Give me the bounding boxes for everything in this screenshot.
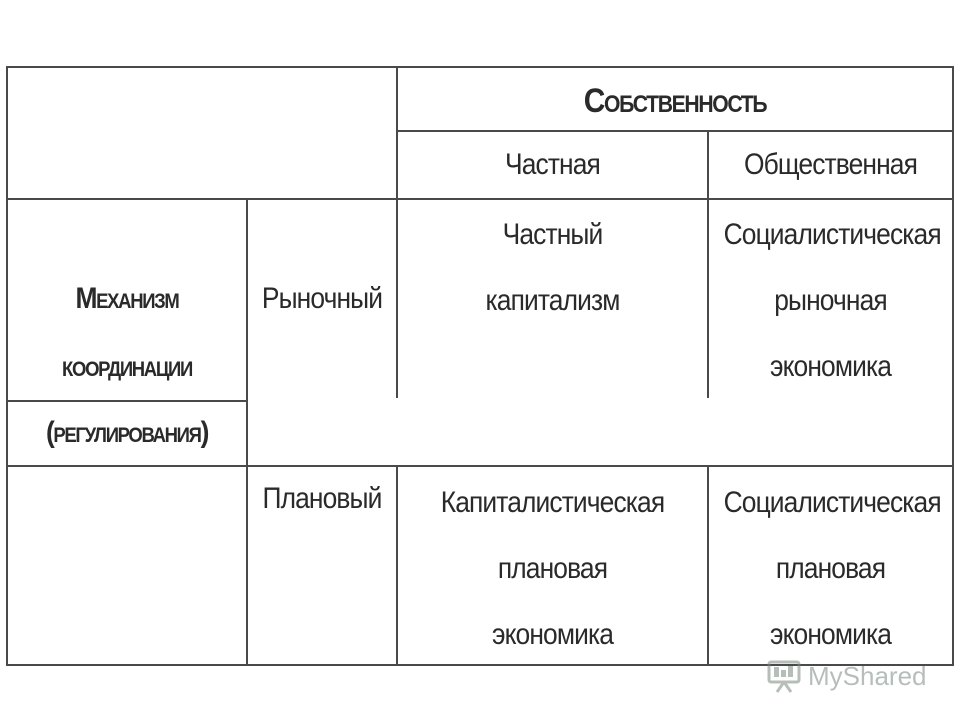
- row-group-label-line1: Механизм: [75, 282, 179, 315]
- market-cell-divider-2: [707, 198, 709, 398]
- planned-cell-divider-2: [707, 465, 709, 666]
- watermark: [766, 656, 927, 696]
- label-box-top-line: [6, 400, 248, 402]
- presentation-board-icon: [766, 658, 802, 694]
- header-left-divider: [396, 66, 398, 200]
- planned-label-divider: [246, 465, 248, 666]
- planned-cell-divider-1: [396, 465, 398, 666]
- market-cell-divider-1: [396, 198, 398, 398]
- header-bottom-line: [6, 198, 954, 200]
- row-label-market: Рыночный: [261, 282, 383, 315]
- cell-planned-private: Капиталистическая плановая экономика: [440, 486, 665, 651]
- row-label-planned: Плановый: [262, 482, 382, 515]
- column-header-private: Частная: [505, 148, 600, 181]
- row-group-label-line2: координации: [62, 350, 192, 383]
- cell-market-private: Частный капитализм: [485, 218, 620, 317]
- label-box-right-line: [246, 400, 248, 467]
- ownership-header: Собственность: [583, 82, 767, 120]
- row-label-divider-top: [246, 198, 248, 402]
- column-header-public: Общественная: [743, 148, 918, 181]
- watermark-text: MyShared: [808, 660, 927, 691]
- cell-planned-public: Социалистическая плановая экономика: [723, 486, 941, 651]
- row-divider-line: [6, 465, 954, 467]
- table-border-left: [6, 66, 8, 666]
- table-border-top: [6, 66, 954, 68]
- table-border-right: [952, 66, 954, 666]
- cell-market-public: Социалистическая рыночная экономика: [723, 218, 941, 383]
- row-group-label-line3: (регулирования): [45, 416, 209, 449]
- header-col-divider: [707, 130, 709, 200]
- header-divider-line: [396, 130, 954, 132]
